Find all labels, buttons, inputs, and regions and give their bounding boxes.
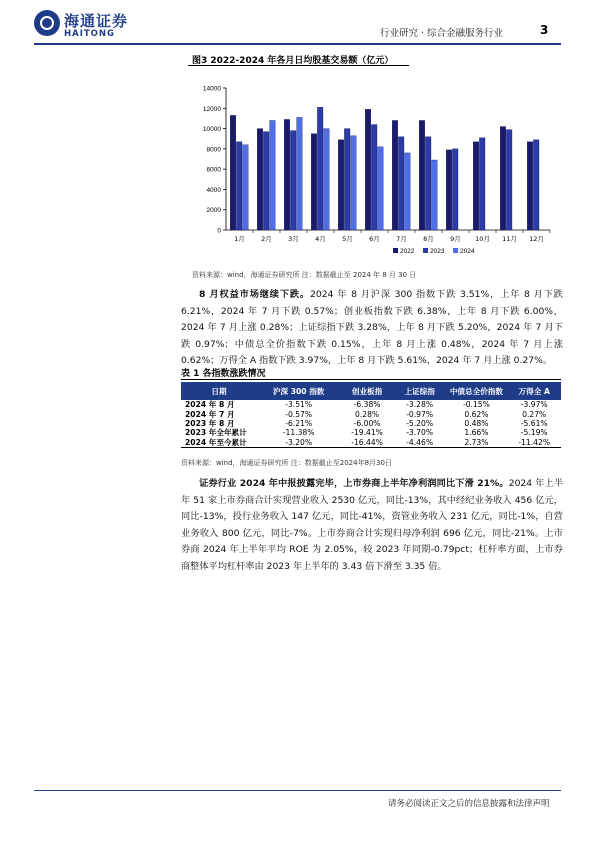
bar-2024-8月: [432, 160, 438, 230]
bar-2023-11月: [506, 130, 512, 230]
bar-2022-10月: [473, 142, 479, 230]
haitong-logo-icon: [34, 10, 60, 36]
table-cell: 0.62%: [464, 409, 489, 419]
bar-2023-6月: [371, 125, 377, 230]
bar-2022-6月: [365, 109, 371, 230]
table-cell: -5.19%: [520, 428, 548, 438]
x-tick-label: 5月: [342, 235, 353, 243]
bar-2023-10月: [479, 138, 485, 230]
table-cell: 2.73%: [445, 438, 507, 448]
table-header-row: [181, 382, 561, 400]
bar-2024-4月: [324, 129, 330, 230]
table-cell: 2024 年至今累计: [181, 438, 257, 448]
y-tick-label: 14000: [202, 85, 221, 93]
index-change-table: [181, 382, 561, 448]
bar-2024-7月: [405, 153, 411, 230]
bar-2024-1月: [243, 145, 249, 230]
page-number: 3: [540, 23, 549, 37]
table-cell: 1.66%: [464, 428, 489, 438]
table-cell: -0.97%: [406, 409, 434, 419]
legend-label-2024: 2024: [460, 248, 475, 255]
table-cell: -4.46%: [394, 438, 446, 448]
bar-2022-2月: [257, 129, 263, 230]
x-tick-label: 7月: [396, 235, 407, 243]
table-cell: -0.57%: [285, 409, 313, 419]
table-row: [181, 428, 561, 437]
x-tick-label: 2月: [261, 235, 272, 243]
table-source: 资料来源：wind，海通证券研究所 注：数据截止至2024年8月30日: [181, 459, 392, 467]
monthly-turnover-bar-chart: [188, 70, 558, 268]
bar-2024-6月: [378, 147, 384, 230]
header-category: 行业研究 · 综合金融服务行业: [380, 28, 504, 39]
table-title-divider: [181, 379, 561, 380]
logo-english: HAITONG: [64, 29, 115, 39]
x-tick-label: 10月: [475, 235, 490, 243]
table-cell: -5.20%: [406, 418, 434, 428]
table-header-cell: 创业板指: [340, 382, 394, 400]
y-tick-label: 0: [217, 227, 221, 235]
bar-2023-1月: [236, 142, 242, 230]
table-cell: 2024 年 7 月: [185, 409, 235, 419]
logo-chinese: 海通证券: [64, 12, 129, 30]
bar-2024-3月: [297, 117, 303, 230]
table-header-cell: 日期: [181, 382, 257, 400]
footer-disclaimer: 请务必阅读正文之后的信息披露和法律声明: [388, 799, 550, 809]
bar-2022-11月: [500, 127, 506, 230]
table-cell: -11.42%: [507, 438, 561, 448]
table-cell: -3.20%: [257, 438, 340, 448]
y-tick-label: 12000: [202, 105, 221, 113]
y-tick-label: 6000: [206, 166, 221, 174]
x-tick-label: 1月: [234, 235, 245, 243]
legend-label-2022: 2022: [400, 248, 415, 255]
y-tick-label: 10000: [202, 126, 221, 134]
bar-2022-12月: [527, 142, 533, 230]
bar-2022-3月: [284, 119, 290, 230]
table-header-cell: 万得全 A: [507, 382, 561, 400]
table-cell: 0.27%: [522, 409, 547, 419]
footer-divider: [34, 790, 561, 791]
table-row: [181, 400, 561, 409]
figure-source: 资料来源：wind，海通证券研究所 注：数据截止至 2024 年 8 月 30 日: [192, 271, 417, 279]
table-cell: -16.44%: [340, 438, 394, 448]
bar-2023-7月: [398, 137, 404, 230]
table-cell: 2024 年 8 月: [185, 400, 235, 410]
table-cell: -3.70%: [406, 428, 434, 438]
legend-label-2023: 2023: [430, 248, 445, 255]
x-tick-label: 9月: [450, 235, 461, 243]
x-tick-label: 12月: [529, 235, 544, 243]
bar-2023-2月: [263, 132, 269, 230]
header-divider: [34, 43, 561, 45]
bar-2022-9月: [446, 150, 452, 230]
table-cell: -3.97%: [520, 400, 548, 410]
table-cell: -0.15%: [462, 400, 490, 410]
table-cell: -3.28%: [406, 400, 434, 410]
market-paragraph-lead: 8 月权益市场继续下跌。: [199, 289, 311, 300]
market-paragraph-body: 2024 年 8 月沪深 300 指数下跌 3.51%，上年 8 月下跌 6.21%，2024 年 7 月下跌 0.57%；创业板指数下跌 6.38%，上年 8 月下跌 6.00%，2024 年 7 月上涨 0.28%；上证综指下跌 3.28%，上年 8 月下跌 5.20%，2024 年 7 月下跌 0.97%；中债总全价指数下跌 0.15%，上年 8 月上涨 0.48%，2024 年 7 月上涨 0.62%；万得全 A 指数下跌 3.97%，上年 8 月下跌 5.61%，2024 年 7 月上涨 0.27%。: [181, 289, 563, 366]
table-cell: 2023 年全年累计: [185, 428, 247, 438]
legend-swatch-2022: [393, 248, 398, 253]
bar-2023-8月: [425, 137, 431, 230]
x-tick-label: 4月: [315, 235, 326, 243]
table-cell: 2023 年 8 月: [185, 418, 235, 428]
table-cell: -11.38%: [282, 428, 315, 438]
x-tick-label: 8月: [423, 235, 434, 243]
table-cell: 0.28%: [355, 409, 380, 419]
y-tick-label: 2000: [206, 207, 221, 215]
table-row: [181, 438, 561, 448]
table-cell: -6.21%: [285, 418, 313, 428]
legend-swatch-2024: [453, 248, 458, 253]
legend-swatch-2023: [423, 248, 428, 253]
bar-2022-4月: [311, 134, 317, 230]
market-paragraph: [181, 287, 563, 370]
figure-title: 图3 2022-2024 年各月日均股基交易额（亿元）: [192, 56, 394, 66]
table-cell: 0.48%: [464, 418, 489, 428]
brokerage-paragraph: [181, 476, 563, 575]
x-tick-label: 3月: [288, 235, 299, 243]
table-cell: -19.41%: [351, 428, 383, 438]
x-tick-label: 11月: [502, 235, 517, 243]
table-header-cell: 上证综指: [394, 382, 446, 400]
bar-2024-2月: [270, 120, 276, 230]
table-row: [181, 409, 561, 418]
table-cell: -6.38%: [353, 400, 381, 410]
table-header-cell: 沪深 300 指数: [257, 382, 340, 400]
table-cell: -5.61%: [520, 418, 548, 428]
brokerage-paragraph-body: 2024 年上半年 51 家上市券商合计实现营业收入 2530 亿元，同比-13%，其中经纪业务收入 456 亿元，同比-13%，投行业务收入 147 亿元，同比-41%，资管业务收入 231 亿元，同比-1%，自营业务收入 800 亿元，同比-7%。上市券商合计实现归母净利润 696 亿元，同比-21%。上市券商 2024 年上半年平均 ROE 为 2.05%，较 2023 年同期-0.79pct；杠杆率方面，上市券商整体平均杠杆率由 2023 年上半年的 3.43 倍下滑至 3.35 倍。: [181, 478, 564, 572]
bar-2023-4月: [317, 107, 323, 230]
table-cell: -3.51%: [285, 400, 313, 410]
table-header-cell: 中债总全价指数: [445, 382, 507, 400]
bar-2023-9月: [452, 149, 458, 230]
bar-2024-5月: [351, 136, 357, 230]
x-tick-label: 6月: [369, 235, 380, 243]
bar-2023-3月: [290, 131, 296, 230]
bar-2022-8月: [419, 120, 425, 230]
y-tick-label: 8000: [206, 146, 221, 154]
bar-2022-5月: [338, 140, 344, 230]
brokerage-paragraph-lead: 证券行业 2024 年中报披露完毕，上市券商上半年净利润同比下滑 21%。: [199, 478, 509, 489]
table-title: 表 1 各指数涨跌情况: [181, 369, 266, 379]
bar-2022-7月: [392, 120, 398, 230]
y-tick-label: 4000: [206, 186, 221, 194]
bar-2023-5月: [344, 129, 350, 230]
bar-2022-1月: [230, 115, 236, 230]
table-cell: -6.00%: [353, 418, 381, 428]
bar-2023-12月: [533, 140, 539, 230]
table-row: [181, 419, 561, 428]
